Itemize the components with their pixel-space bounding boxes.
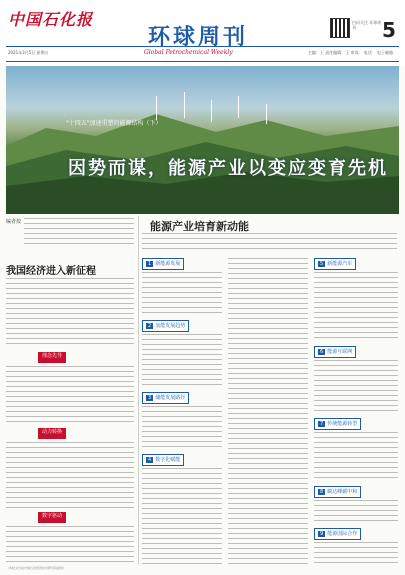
hero-photo — [6, 66, 399, 214]
article-text — [314, 500, 398, 524]
qr-code-icon — [330, 18, 350, 38]
subsection-heading: 7 传统能源转型 — [314, 418, 361, 430]
subsection-heading: 5 新能源汽车 — [314, 258, 356, 270]
newspaper-logo: 中国石化报 — [8, 10, 94, 29]
wind-turbine-icon — [238, 96, 239, 118]
wind-turbine-icon — [266, 104, 267, 124]
article-text — [6, 278, 134, 348]
intro-text — [142, 233, 397, 251]
page-number: 5 — [382, 18, 396, 42]
subsection-heading: 6 能源互联网 — [314, 346, 356, 358]
article-text — [314, 432, 398, 482]
left-box-title: 动力转换 — [38, 428, 66, 439]
article-text — [142, 468, 222, 564]
left-box-title: 理念先导 — [38, 352, 66, 363]
masthead — [0, 0, 405, 66]
left-headline: 我国经济进入新征程 — [6, 266, 96, 277]
wind-turbine-icon — [184, 92, 185, 118]
issue-date: 2021年3月5日 星期五 — [8, 50, 49, 55]
column-divider — [138, 216, 139, 564]
footer-note: （本版文章由中国石化经济技术研究院提供） — [6, 566, 67, 570]
article-text — [142, 272, 222, 316]
masthead-bar — [6, 46, 399, 62]
left-box-title: 数字驱动 — [38, 512, 66, 523]
wind-turbine-icon — [211, 100, 212, 122]
subsection-heading: 3 储能发展路径 — [142, 392, 189, 404]
main-headline: 能源产业培育新动能 — [150, 220, 249, 233]
article-text — [6, 442, 134, 508]
article-text — [142, 406, 222, 450]
section-title: 环球周刊 — [148, 25, 249, 50]
subsection-heading: 9 能源国际合作 — [314, 528, 361, 540]
english-title: Global Petrochemical Weekly — [144, 49, 233, 56]
article-text — [228, 258, 308, 564]
subsection-heading: 8 碳达峰碳中和 — [314, 486, 361, 498]
editor-info: 主编：王 责任编辑：王 审读： 电话： 电子邮箱： — [307, 50, 397, 55]
subsection-heading: 4 数字化赋能 — [142, 454, 184, 466]
hero-title: 因势而谋，能源产业以变应变育先机 — [68, 158, 388, 179]
article-text — [314, 272, 398, 342]
article-text — [142, 334, 222, 388]
article-text — [314, 360, 398, 414]
article-text — [314, 542, 398, 564]
hero-subtitle: "十四五"加速重塑的能源结构（下） — [66, 120, 162, 127]
subsection-heading: 1 新能源发展 — [142, 258, 184, 270]
article-text — [6, 526, 134, 564]
editor-note-text — [24, 218, 134, 248]
subsection-heading: 2 氢能发展趋势 — [142, 320, 189, 332]
editor-note-label: 编者按 — [6, 219, 22, 225]
wind-turbine-icon — [156, 96, 157, 120]
article-text — [6, 366, 134, 424]
qr-caption: 扫码关注 环球周刊 — [352, 20, 382, 30]
